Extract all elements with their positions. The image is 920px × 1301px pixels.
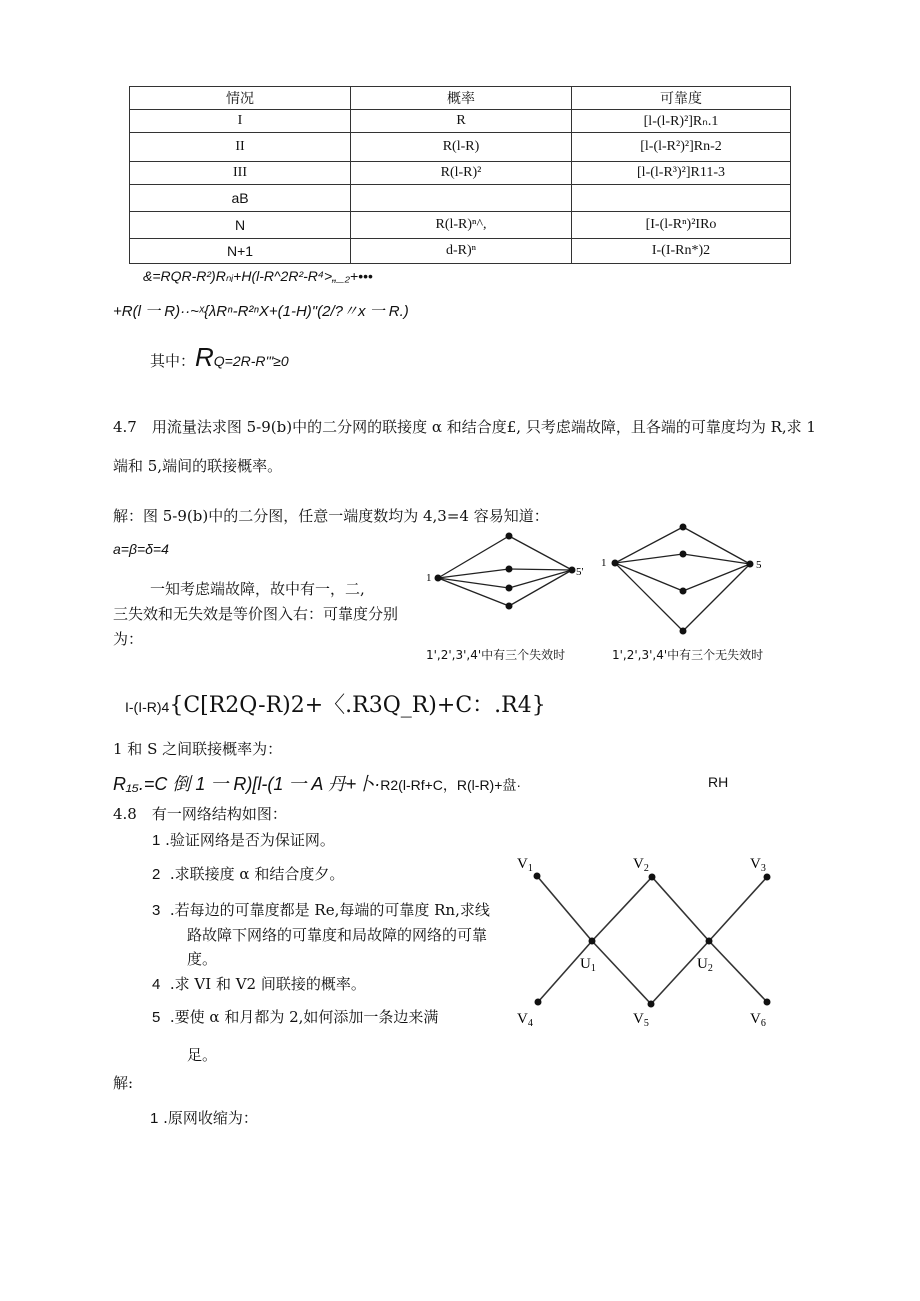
- figure2-caption: 1',2',3',4'中有三个无失效时: [612, 648, 764, 662]
- item-number: 3: [152, 902, 161, 919]
- formula-prefix: 其中：: [150, 352, 196, 370]
- node-label: 1: [426, 572, 432, 584]
- table-row: [130, 162, 791, 185]
- formula-line-3: [150, 342, 289, 373]
- table-cell: [l-(l-R³)²]R11-3: [572, 162, 791, 185]
- table-cell: [l-(l-R)²]Rₙ.1: [572, 110, 791, 133]
- big-formula-body: {C[R2Q-R)2+〈.R3Q_R)+C：.R4}: [169, 693, 546, 718]
- node-dot: [435, 575, 442, 582]
- table-cell: I-(I-Rn*)2: [572, 239, 791, 264]
- item-text: .验证网络是否为保证网。: [165, 831, 335, 849]
- node-dot: [680, 551, 687, 558]
- item-text: .若每边的可靠度都是 Re,每端的可靠度 Rn,求线: [169, 901, 490, 919]
- big-formula-prefix: I-(I-R)4: [125, 699, 170, 715]
- q48-item-4: [152, 973, 366, 994]
- figure1-caption: 1',2',3',4'中有三个失效时: [426, 648, 566, 662]
- table-cell: d-R)ⁿ: [351, 239, 572, 264]
- node-dot: [506, 585, 513, 592]
- item-number: 2: [152, 866, 161, 883]
- formula-big-r: R: [195, 342, 214, 372]
- table-cell: [351, 185, 572, 212]
- q48-item-2: [152, 863, 344, 884]
- q47-line-1: 4.7 用流量法求图 5-9(b)中的二分网的联接度 α 和结合度£, 只考虑端故障，且各端的可靠度均为 R,求 1: [113, 418, 816, 436]
- figure-three-no-failure: [598, 510, 778, 645]
- node-v5: [648, 1001, 655, 1008]
- label-v4: $V_4$: [517, 1011, 533, 1029]
- node-v6: [764, 999, 771, 1006]
- r15-rh: RH: [708, 774, 729, 790]
- node-dot: [506, 603, 513, 610]
- node-v3: [764, 874, 771, 881]
- node-v4: [535, 999, 542, 1006]
- table-header: 情况: [130, 87, 351, 110]
- reliability-table: [129, 86, 791, 264]
- q48-item-5-cont: 足。: [187, 1046, 218, 1064]
- table-cell: [572, 185, 791, 212]
- node-dot: [506, 533, 513, 540]
- table-row: [130, 133, 791, 162]
- figure-three-failed: [420, 515, 600, 665]
- table-cell: I: [130, 110, 351, 133]
- node-label: 5: [756, 559, 762, 571]
- item-number: 1: [152, 832, 161, 849]
- label-v3: $V_3$: [750, 856, 766, 874]
- table-cell: aB: [130, 185, 351, 212]
- table-row: [130, 185, 791, 212]
- table-cell: II: [130, 133, 351, 162]
- q48-item-3-cont2: 度。: [187, 950, 218, 968]
- item-text: .要使 α 和月都为 2,如何添加一条边来满: [169, 1008, 439, 1026]
- item-text: .求 VI 和 V2 间联接的概率。: [169, 975, 366, 993]
- table-row: [130, 110, 791, 133]
- formula-rest: Q=2R-R'"≥0: [213, 353, 289, 369]
- q47-solution: 解：图 5-9(b)中的二分图，任意一端度数均为 4,3=4 容易知道：: [113, 507, 549, 525]
- item-text: .原网收缩为：: [163, 1109, 258, 1127]
- table-cell: N: [130, 212, 351, 239]
- node-dot: [569, 567, 576, 574]
- table-header-row: [130, 87, 791, 110]
- q48-solution-label: 解:: [113, 1074, 134, 1092]
- formula-line-1: &=RQR-R²)Rₙᵢ+H(l-R^2R²-R⁴>„_₂+•••: [143, 268, 373, 284]
- q48-step-1: [150, 1107, 258, 1128]
- node-label: 1: [601, 557, 607, 569]
- node-v1: [534, 873, 541, 880]
- item-number: 5: [152, 1009, 161, 1026]
- node-v2: [649, 874, 656, 881]
- table-cell: R: [351, 110, 572, 133]
- label-v1: $V_1$: [517, 856, 533, 874]
- table-cell: R(l-R): [351, 133, 572, 162]
- r15-formula: [113, 770, 521, 796]
- node-dot: [506, 566, 513, 573]
- q48-title: 4.8 有一网络结构如图：: [113, 805, 287, 823]
- label-v2: $V_2$: [633, 856, 649, 874]
- q48-item-1: [152, 829, 335, 850]
- q47-para-2: 三失效和无失效是等价图入右：可靠度分别: [113, 605, 399, 623]
- q47-para-3: 为：: [113, 630, 144, 648]
- item-number: 1: [150, 1110, 159, 1127]
- item-text: .求联接度 α 和结合度夕。: [169, 865, 345, 883]
- table-row: [130, 212, 791, 239]
- connection-label: 1 和 S 之间联接概率为：: [113, 740, 283, 758]
- table-header: 概率: [351, 87, 572, 110]
- network-diagram: [505, 850, 790, 1030]
- formula-line-2: +R(l 一 R)··~ˣ{λRⁿ-R²ⁿX+(1-H)"(2/?〃x 一 R.): [113, 303, 409, 320]
- label-u1: $U_1$: [580, 956, 596, 974]
- q47-alpha: a=β=δ=4: [113, 541, 169, 557]
- node-label: 5': [576, 566, 584, 578]
- table-cell: R(l-R)²: [351, 162, 572, 185]
- node-u2: [706, 938, 713, 945]
- r15-part-b: R2(l-Rf+C，R(l-R)+盘·: [380, 777, 522, 793]
- table-cell: N+1: [130, 239, 351, 264]
- node-dot: [747, 561, 754, 568]
- table-cell: [I-(l-Rⁿ)²IRo: [572, 212, 791, 239]
- label-u2: $U_2$: [697, 956, 713, 974]
- item-number: 4: [152, 976, 161, 993]
- table-header: 可靠度: [572, 87, 791, 110]
- table-cell: [l-(l-R²)²]Rn-2: [572, 133, 791, 162]
- node-u1: [589, 938, 596, 945]
- q48-item-5: [152, 1006, 438, 1027]
- q48-item-3-cont: 路故障下网络的可靠度和局故障的网络的可靠: [187, 926, 488, 944]
- node-dot: [612, 560, 619, 567]
- label-v6: $V_6$: [750, 1011, 766, 1029]
- table-cell: III: [130, 162, 351, 185]
- q47-line-2: 端和 5,端间的联接概率。: [113, 457, 283, 475]
- q47-para-1: 一知考虑端故障，故中有一，二,: [150, 580, 365, 598]
- q48-item-3: [152, 899, 490, 920]
- r15-part-a: R₁₅.=C 倒 1 一 R)[l-(1 一 A 丹+卜·: [113, 774, 381, 794]
- node-dot: [680, 588, 687, 595]
- table-row: [130, 239, 791, 264]
- node-dot: [680, 628, 687, 635]
- node-dot: [680, 524, 687, 531]
- table-cell: R(l-R)ⁿ^,: [351, 212, 572, 239]
- big-formula: [125, 688, 546, 719]
- label-v5: $V_5$: [633, 1011, 649, 1029]
